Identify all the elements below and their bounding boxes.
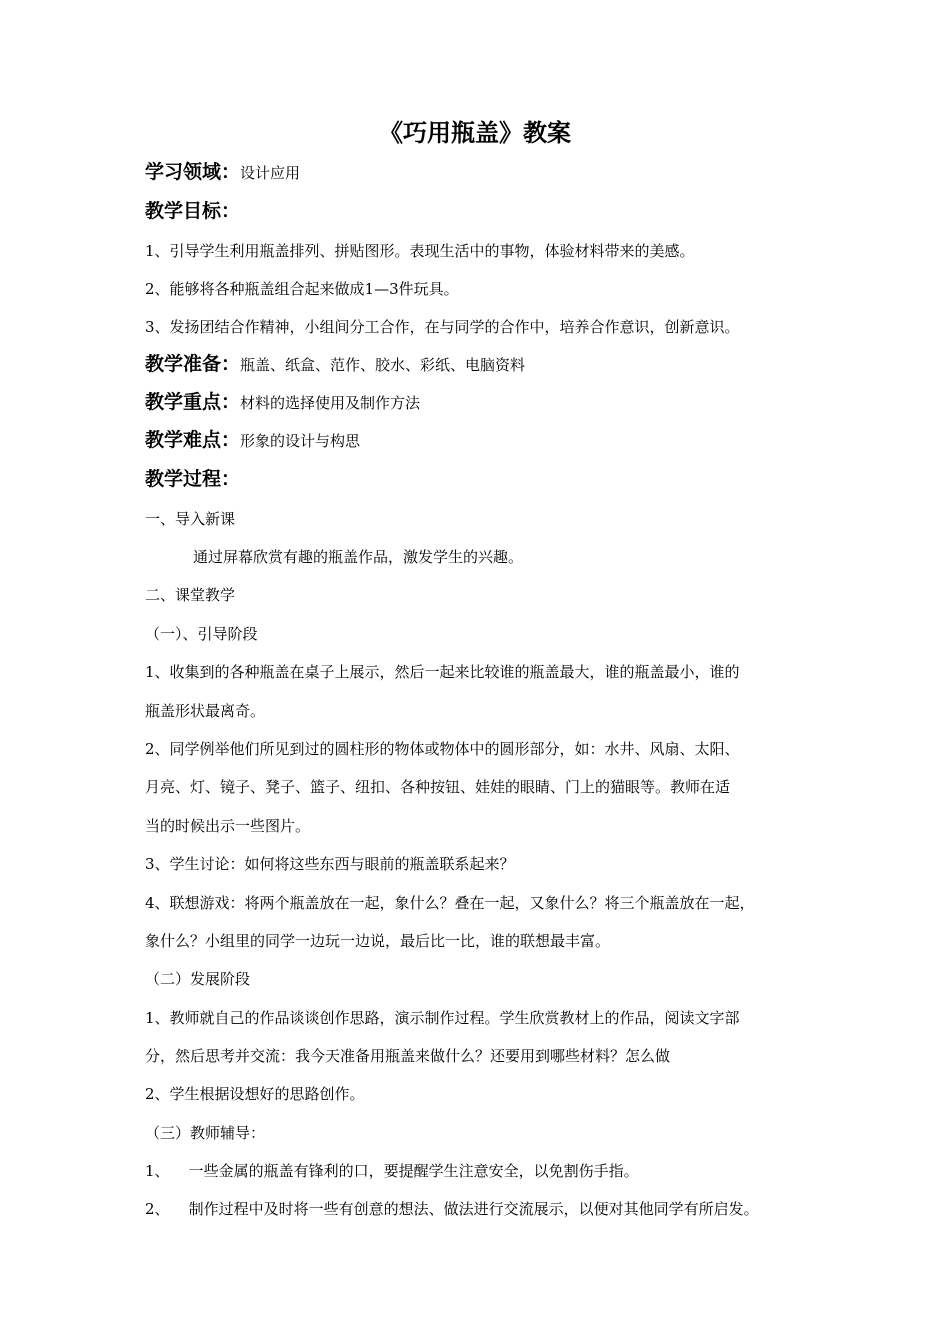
learning-field-value: 设计应用	[240, 164, 301, 182]
process-line: 一、导入新课	[145, 510, 236, 528]
process-line: 1、 一些金属的瓶盖有锋利的口，要提醒学生注意安全，以免割伤手指。	[145, 1162, 639, 1180]
difficulty	[145, 426, 360, 455]
process-line: 分，然后思考并交流：我今天准备用瓶盖来做什么？还要用到哪些材料？怎么做	[145, 1047, 671, 1065]
learning-field	[145, 158, 300, 187]
process-line: 4、联想游戏：将两个瓶盖放在一起，象什么？叠在一起，又象什么？将三个瓶盖放在一起，	[145, 894, 755, 912]
process-line: 瓶盖形状最离奇。	[145, 702, 266, 720]
preparation	[145, 350, 525, 379]
goals-heading: 教学目标：	[145, 200, 241, 222]
process-line: 3、学生讨论：如何将这些东西与眼前的瓶盖联系起来？	[145, 855, 515, 873]
difficulty-value: 形象的设计与构思	[240, 432, 361, 450]
process-line: （三）教师辅导：	[145, 1124, 266, 1142]
process-line: 二、课堂教学	[145, 586, 236, 604]
goal-item: 1、引导学生利用瓶盖排列、拼贴图形。表现生活中的事物，体验材料带来的美感。	[145, 242, 695, 260]
key-point	[145, 388, 420, 417]
preparation-label: 教学准备：	[145, 353, 241, 375]
process-line: 当的时候出示一些图片。	[145, 817, 311, 835]
process-heading: 教学过程：	[145, 468, 241, 490]
key-point-value: 材料的选择使用及制作方法	[240, 394, 421, 412]
goal-item: 3、发扬团结合作精神，小组间分工合作，在与同学的合作中，培养合作意识，创新意识。	[145, 318, 740, 336]
document-title: 《巧用瓶盖》教案	[379, 119, 571, 147]
process-line: 通过屏幕欣赏有趣的瓶盖作品，激发学生的兴趣。	[193, 548, 524, 566]
learning-field-label: 学习领域：	[145, 161, 241, 183]
difficulty-label: 教学难点：	[145, 429, 241, 451]
process-line: 月亮、灯、镜子、凳子、篮子、纽扣、各种按钮、娃娃的眼睛、门上的猫眼等。教师在适	[145, 778, 731, 796]
goal-item: 2、能够将各种瓶盖组合起来做成1—3件玩具。	[145, 280, 459, 298]
preparation-value: 瓶盖、纸盒、范作、胶水、彩纸、电脑资料	[240, 356, 526, 374]
process-line: （一）、引导阶段	[145, 625, 258, 643]
process-line: 2、同学例举他们所见到过的圆柱形的物体或物体中的圆形部分，如：水井、风扇、太阳、	[145, 740, 740, 758]
process-line: 象什么？小组里的同学一边玩一边说，最后比一比，谁的联想最丰富。	[145, 932, 611, 950]
process-line: 1、教师就自己的作品谈谈创作思路，演示制作过程。学生欣赏教材上的作品，阅读文字部	[145, 1009, 740, 1027]
key-point-label: 教学重点：	[145, 391, 241, 413]
process-line: 2、学生根据设想好的思路创作。	[145, 1085, 365, 1103]
process-line: 2、 制作过程中及时将一些有创意的想法、做法进行交流展示，以便对其他同学有所启发。	[145, 1200, 759, 1218]
process-line: 1、收集到的各种瓶盖在桌子上展示，然后一起来比较谁的瓶盖最大，谁的瓶盖最小，谁的	[145, 663, 740, 681]
process-line: （二）发展阶段	[145, 970, 251, 988]
